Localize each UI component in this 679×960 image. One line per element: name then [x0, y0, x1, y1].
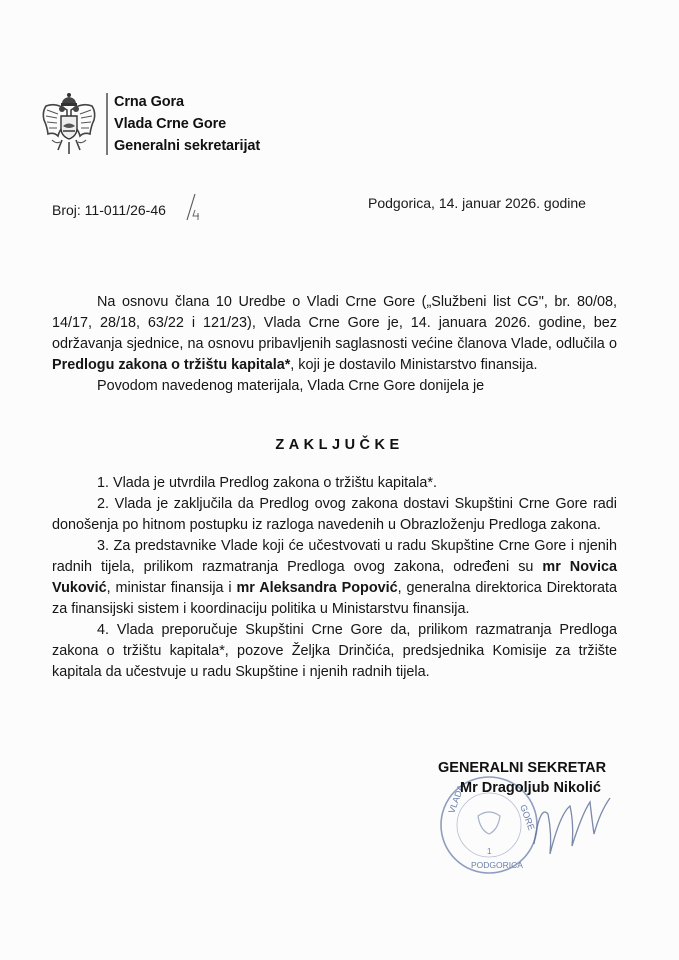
representative-2: mr Aleksandra Popović — [236, 580, 398, 596]
conclusions-list — [52, 473, 617, 683]
conclusion-3-text-end: , generalna direktorica Direktorata za finansijski sistem i koordinaciju politika u Ministarstvu finansija. — [52, 580, 617, 617]
conclusions-heading: ZAKLJUČKE — [275, 437, 404, 453]
intro-text: Na osnovu člana 10 Uredbe o Vladi Crne Gore („Službeni list CG", br. 80/08, 14/17, 28/18, 63/22 i 121/23), Vlada Crne Gore je, 14. januara 2026. godine, bez održavanja sjednice, na osnovu pribavljenih saglasnosti većine članova Vlade, odlučila o — [52, 294, 617, 352]
country-name: Crna Gora — [114, 94, 185, 110]
adoption-sentence: Povodom navedenog materijala, Vlada Crne Gore donijela je — [97, 378, 485, 394]
conclusion-3-text: 3. Za predstavnike Vlade koji će učestvovati u radu Skupštine Crne Gore i njenih radnih tijela, prilikom razmatranja Predloga ovog zakona, određeni su — [52, 538, 617, 575]
letterhead-text — [114, 91, 260, 157]
conclusion-3 — [52, 536, 617, 620]
document-number: Broj: 11-011/26-46 — [52, 202, 166, 218]
svg-text:1: 1 — [487, 847, 492, 856]
representative-1: mr Novica Vuković — [52, 559, 617, 596]
intro-paragraph — [52, 292, 617, 376]
letterhead — [38, 88, 260, 160]
law-title: Predlogu zakona o tržištu kapitala* — [52, 357, 291, 373]
montenegro-coat-of-arms-icon — [38, 90, 100, 158]
conclusion-1: 1. Vlada je utvrdila Predlog zakona o tržištu kapitala*. — [97, 475, 437, 491]
reference-row — [52, 192, 617, 224]
department-name: Generalni sekretarijat — [114, 138, 261, 154]
signatory-title: GENERALNI SEKRETAR — [438, 760, 607, 776]
intro-text-end: , koji je dostavilo Ministarstvo finansija. — [290, 357, 538, 373]
conclusion-3-text-mid: , ministar finansija i — [106, 580, 237, 596]
letterhead-divider — [106, 93, 108, 155]
handwritten-suffix — [183, 192, 203, 222]
place-and-date: Podgorica, 14. januar 2026. godine — [368, 195, 586, 211]
svg-text:PODGORICA: PODGORICA — [471, 860, 523, 870]
conclusion-2: 2. Vlada je zaključila da Predlog ovog zakona dostavi Skupštini Crne Gore radi donošenja po hitnom postupku iz razloga navedenih u Obrazloženju Predloga zakona. — [52, 496, 617, 533]
svg-text:GORE: GORE — [518, 803, 537, 832]
intro-section — [52, 292, 617, 397]
signatory-name: Mr Dragoljub Nikolić — [460, 780, 601, 796]
conclusion-4: 4. Vlada preporučuje Skupštini Crne Gore da, prilikom razmatranja Predloga zakona o tržištu kapitala*, pozove Željka Drinčića, predsjednika Komisije za tržište kapitala da učestvuje u radu Skupštine i njenih radnih tijela. — [52, 622, 617, 680]
government-name: Vlada Crne Gore — [114, 116, 227, 132]
svg-text:VLADA: VLADA — [446, 783, 466, 815]
signature-block — [430, 758, 660, 870]
